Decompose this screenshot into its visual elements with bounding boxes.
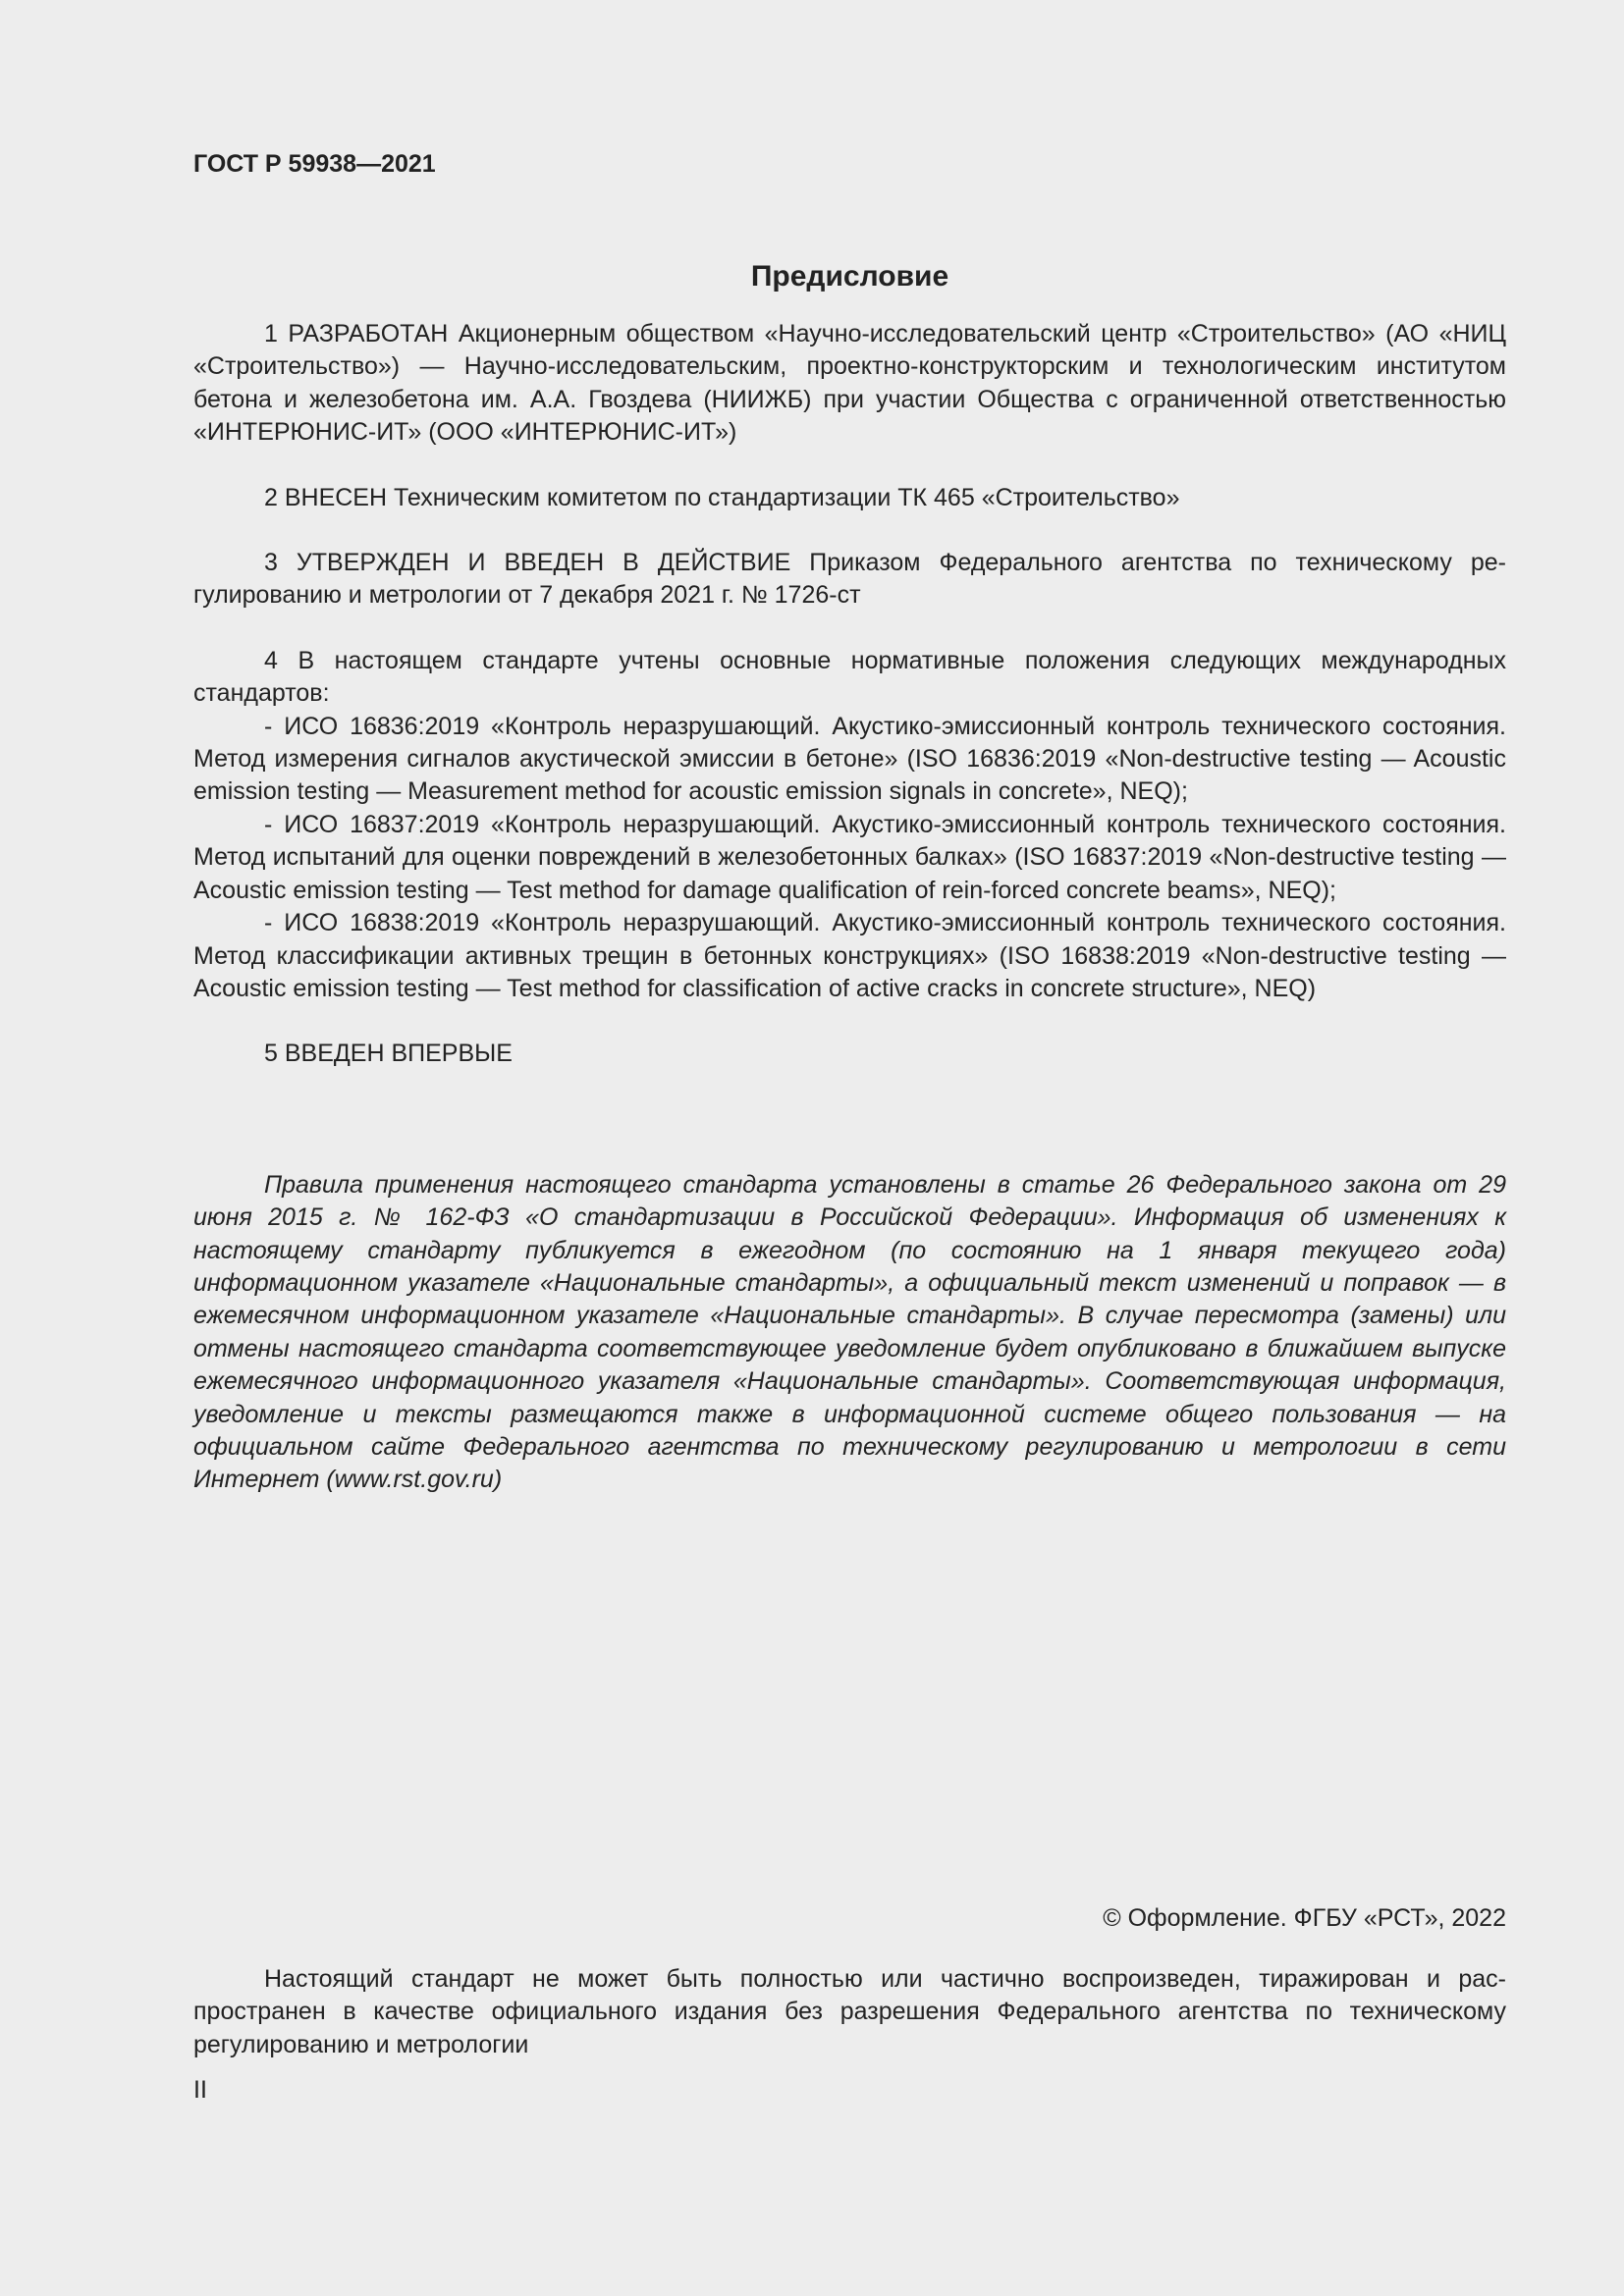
- paragraph-first-introduced: 5 ВВЕДЕН ВПЕРВЫЕ: [264, 1040, 513, 1068]
- document-page: [193, 147, 1506, 2104]
- application-rules-notice: Правила применения настоящего стандарта установлены в статье 26 Федерального закона от 29 июня 2015 г. № 162-ФЗ «О стандартизации в Российской Федерации». Информация об изменениях к настоящему стандарту публикуется в ежегодном (по состоянию на 1 января текущего года) информационном указателе «Национальные стандарты», а официальный текст изменений и поправок — в ежемесячном информационном указателе «Национальные стандарты». В случае пересмотра (замены) или отмены настоящего стандарта соответствующее уведомление будет опубликовано в ближайшем выпуске ежемесячного информационного указателя «Национальные стандарты». Соответствующая информация, уведомление и тексты размещаются также в информационной системе общего пользования — на официальном сайте Федерального агентства по техническому регулированию и метрологии в сети Интернет (www.rst.gov.ru): [193, 1170, 1506, 1494]
- reproduction-rights-notice: Настоящий стандарт не может быть полностью или частично воспроизведен, тиражирован и распространен в качестве официального издания без разрешения Федерального агентства по техническому регулированию и метрологии: [193, 1965, 1506, 2058]
- page-number: II: [193, 2076, 207, 2104]
- list-item-standard-2: - ИСО 16837:2019 «Контроль неразрушающий. Акустико-эмиссионный контроль технического состояния. Метод испытаний для оценки повреждений в железобетонных балках» (ISO 16837:2019 «Non-destructive testing — Acoustic emission testing — Test method for damage qualification of rein-forced concrete beams», NEQ);: [193, 810, 1506, 904]
- list-item-standard-3: - ИСО 16838:2019 «Контроль неразрушающий. Акустико-эмиссионный контроль технического состояния. Метод классификации активных трещин в бетонных конструкциях» (ISO 16838:2019 «Non-destructive testing — Acoustic emission testing — Test method for classification of active cracks in concrete structure», NEQ): [193, 909, 1506, 1002]
- list-item-standard-1: - ИСО 16836:2019 «Контроль неразрушающий. Акустико-эмиссионный контроль технического состояния. Метод измерения сигналов акустической эмиссии в бетоне» (ISO 16836:2019 «Non-destructive testing — Acoustic emission testing — Measurement method for acoustic emission signals in concrete», NEQ);: [193, 712, 1506, 806]
- paragraph-approved: 3 УТВЕРЖДЕН И ВВЕДЕН В ДЕЙСТВИЕ Приказом Федерального агентства по техническому регулированию и метрологии от 7 декабря 2021 г. № 1726-ст: [193, 549, 1506, 610]
- document-code: ГОСТ Р 59938—2021: [193, 150, 436, 178]
- paragraph-standards-intro: 4 В настоящем стандарте учтены основные нормативные положения следующих международных стандартов:: [193, 646, 1506, 708]
- copyright-line: © Оформление. ФГБУ «РСТ», 2022: [1103, 1904, 1506, 1932]
- paragraph-developed: 1 РАЗРАБОТАН Акционерным обществом «Научно-исследовательский центр «Строительство» (АО «НИЦ «Строительство») — Научно-исследовательским, проектно-конструкторским и технологическим институтом бетона и железобетона им. А.А. Гвоздева (НИИЖБ) при участии Общества с ограниченной ответственностью «ИНТЕРЮНИС-ИТ» (ООО «ИНТЕРЮНИС-ИТ»): [193, 320, 1506, 447]
- page-title: Предисловие: [750, 260, 949, 293]
- paragraph-introduced: 2 ВНЕСЕН Техническим комитетом по стандартизации ТК 465 «Строительство»: [264, 483, 1180, 511]
